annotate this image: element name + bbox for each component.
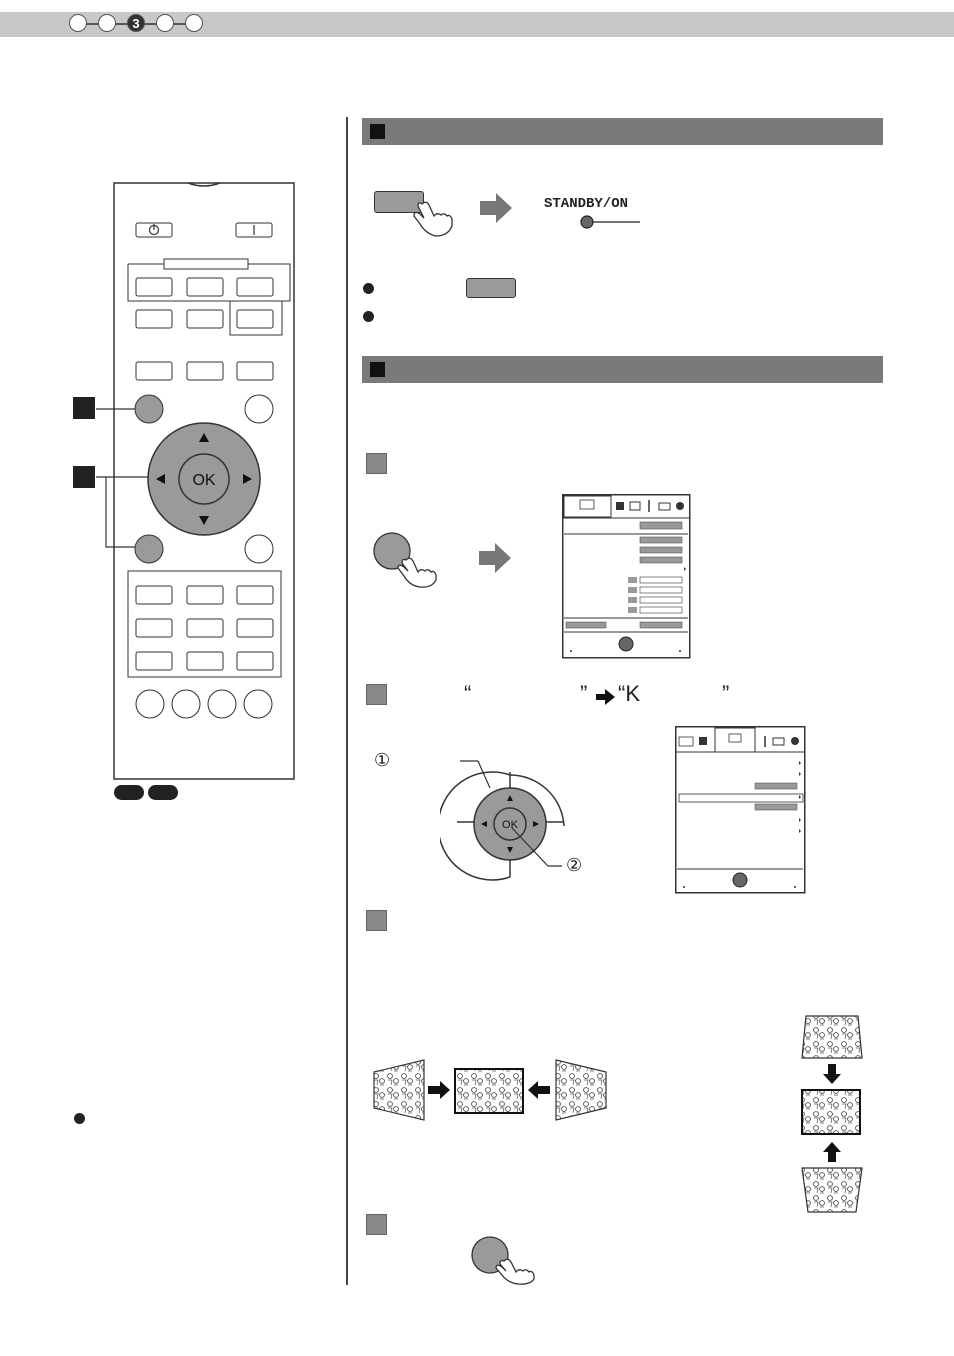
inline-standby-button [466,278,516,298]
keystone-vertical-corrected-image [802,1090,860,1134]
step-box-1 [366,453,387,474]
header-bar [0,12,954,37]
step-box-3 [366,910,387,931]
keystone-left-image [374,1060,424,1120]
keystone-vertical-diagram [798,1012,866,1217]
remote-round-button-right-top[interactable] [245,395,273,423]
arrow-left-icon [528,1081,550,1099]
section-marker [370,362,385,377]
power-note-bullet-2 [363,311,374,322]
remote-control [60,175,310,805]
remote-ok-label: OK [192,472,216,489]
step2-target-close: ” [722,681,730,706]
osd-ok-label: OK [502,819,518,831]
step-dot-4 [156,14,174,32]
osd-menu-installation [675,726,807,896]
hand-press-icon [410,196,456,238]
remote-input-button-4[interactable] [136,310,172,328]
power-note-bullet-1 [363,283,374,294]
arrow-right-icon [477,541,515,575]
osd-dpad-diagram [440,750,610,885]
step-dot-1 [69,14,87,32]
remote-callout-2 [73,466,95,488]
pad-marker-1: ① [374,750,391,770]
standby-indicator [578,212,642,232]
remote-input-button-5[interactable] [187,310,223,328]
step-dot-2 [98,14,116,32]
step2-quote-open: “ [464,681,472,706]
remote-menu-button[interactable] [135,395,163,423]
keystone-horizontal-diagram [372,1058,612,1124]
arrow-up-icon [823,1142,841,1162]
left-note-bullet [74,1113,85,1124]
arrow-down-icon [823,1064,841,1084]
remote-input-button-6[interactable] [237,310,273,328]
remote-input-button-3[interactable] [237,278,273,296]
arrow-right-icon [428,1081,450,1099]
keystone-bottom-image [802,1168,862,1212]
section-marker [370,124,385,139]
section-bar-adjust [362,356,883,383]
arrow-right-icon [595,688,617,706]
hand-press-icon [398,558,436,587]
remote-button-row3-1[interactable] [136,362,172,380]
section-bar-power [362,118,883,145]
keystone-corrected-image [455,1069,523,1113]
step-dot-5 [185,14,203,32]
step2-quote-close: ” [580,681,588,706]
step2-target-open: “K [618,681,640,706]
remote-callout-1 [73,397,95,419]
step-box-2 [366,684,387,705]
arrow-right-icon [478,191,516,225]
remote-mode-pill-2 [148,785,178,800]
keystone-right-image [556,1060,606,1120]
remote-input-button-1[interactable] [136,278,172,296]
osd-menu-picture [562,494,692,660]
standby-label: STANDBY/ON [544,196,629,212]
step-dot-3: 3 [127,14,145,32]
remote-back-button[interactable] [135,535,163,563]
pad-marker-2: ② [566,855,583,875]
remote-button-row3-2[interactable] [187,362,223,380]
remote-button-row3-3[interactable] [237,362,273,380]
column-divider [346,117,348,1285]
back-button-press [470,1236,542,1286]
hand-press-icon [496,1259,534,1284]
step-box-4 [366,1214,387,1235]
menu-button-press [372,530,448,588]
remote-input-button-2[interactable] [187,278,223,296]
remote-mode-pill-1 [114,785,144,800]
remote-round-button-right-bottom[interactable] [245,535,273,563]
keystone-top-image [802,1016,862,1058]
